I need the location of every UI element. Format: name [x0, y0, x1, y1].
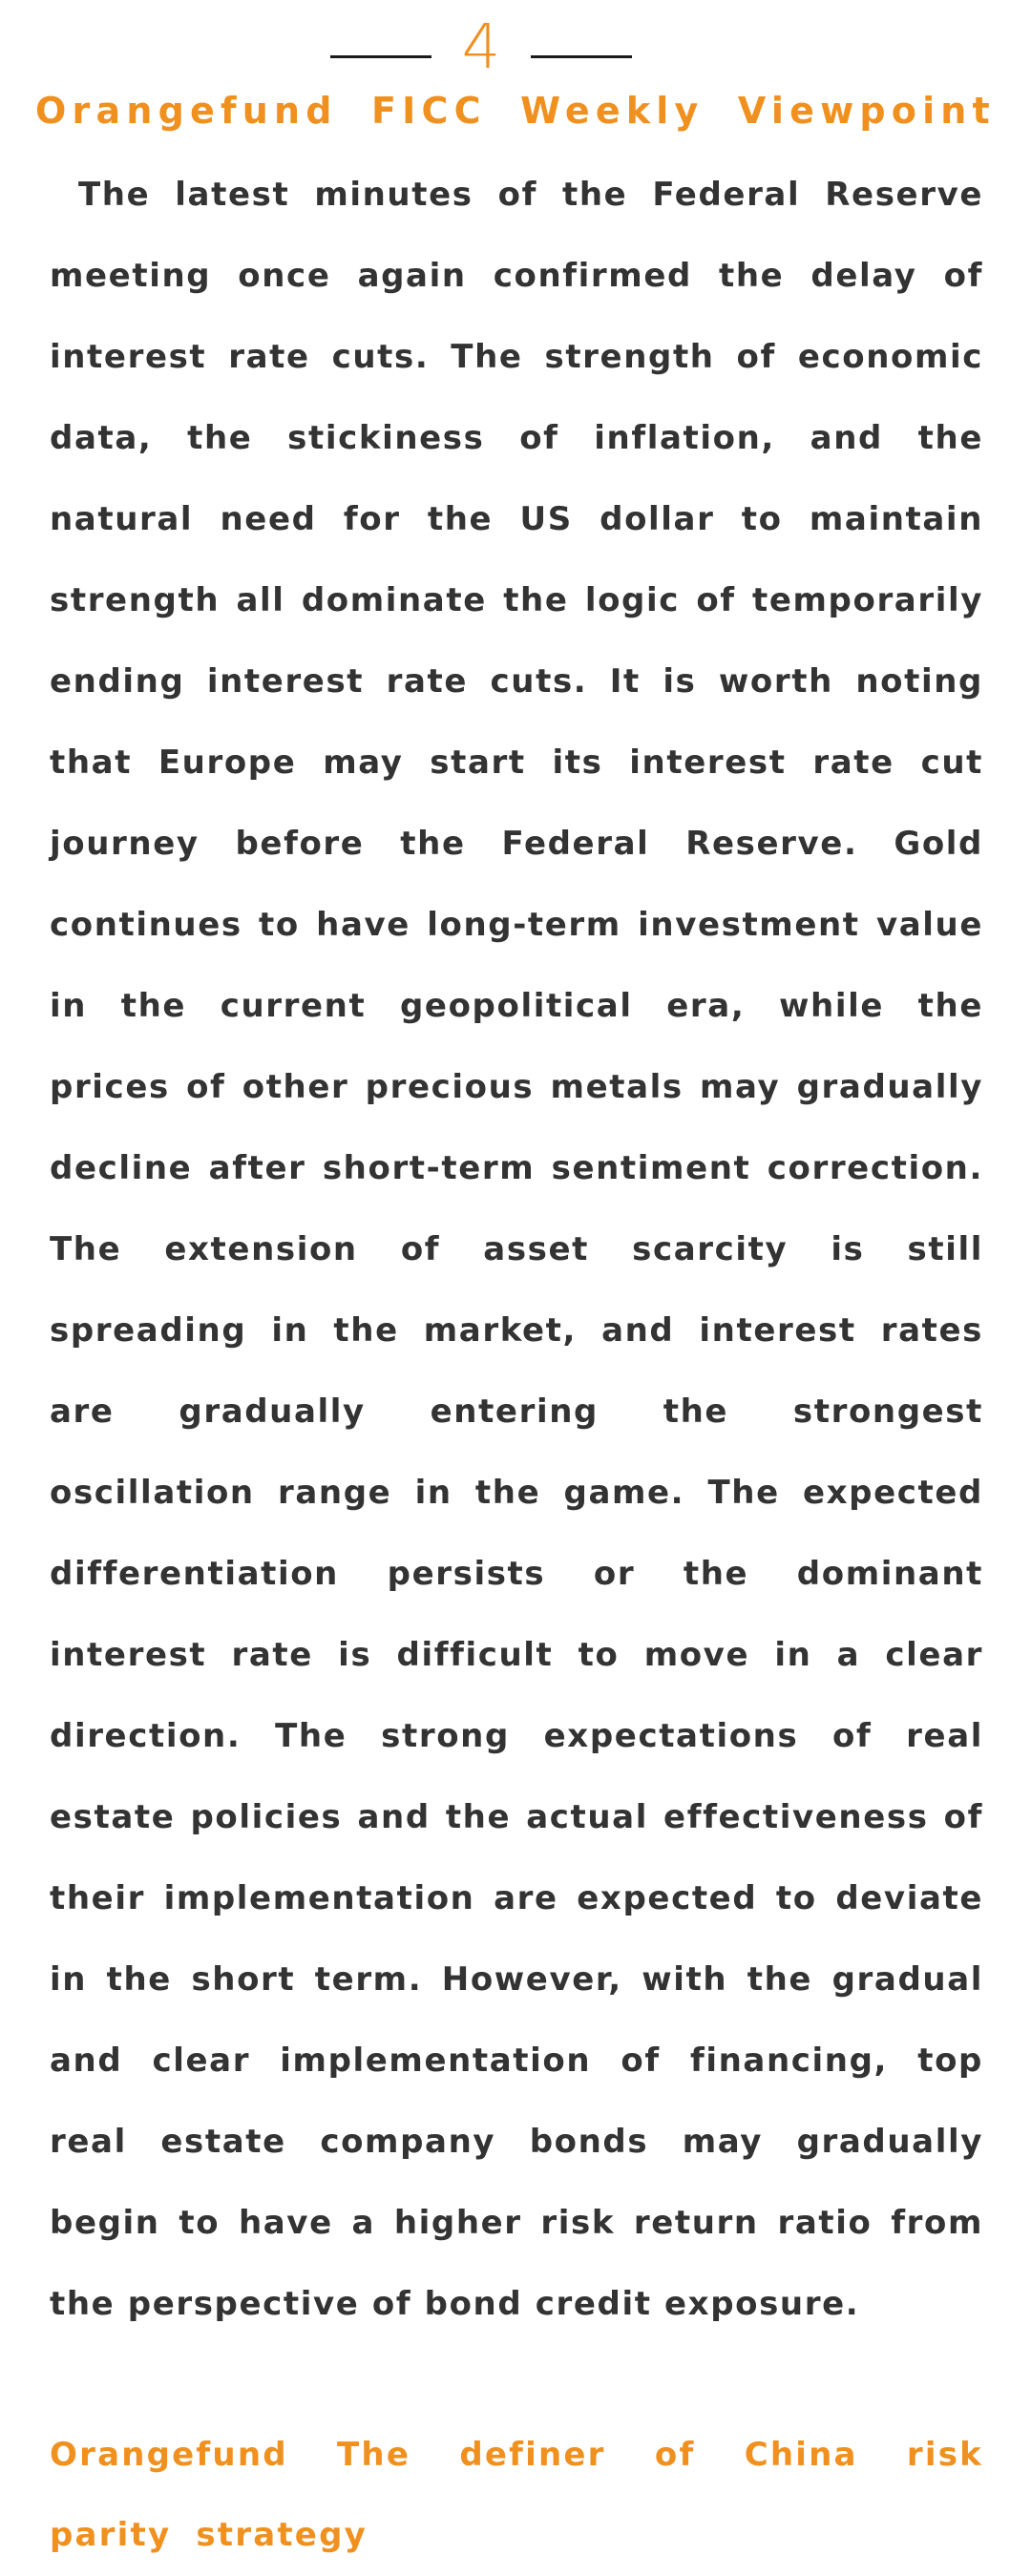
marker-right-rule: [531, 55, 632, 58]
marker-left-rule: [330, 55, 431, 58]
section-number: 4: [461, 12, 501, 83]
section-title: Orangefund FICC Weekly Viewpoint: [35, 90, 996, 132]
brand-tagline: Orangefund The definer of China risk parity strategy: [50, 2436, 983, 2554]
article-body: The latest minutes of the Federal Reserve meeting once again confirmed the delay of interest rate cuts. The strength of economic data, the stickiness of inflation, and the natural need for the US dollar to maintain strength all dominate the logic of temporarily ending interest rate cuts. It is worth noting that Europe may start its interest rate cut journey before the Federal Reserve. Gold continues to have long-term investment value in the current geopolitical era, while the prices of other precious metals may gradually decline after short-term sentiment correction. The extension of asset scarcity is still spreading in the market, and interest rates are gradually entering the strongest oscillation range in the game. The expected differentiation persists or the dominant interest rate is difficult to move in a clear direction. The strong expectations of real estate policies and the actual effectiveness of their implementation are expected to deviate in the short term. However, with the gradual and clear implementation of financing, top real estate company bonds may gradually begin to have a higher risk return ratio from the perspective of bond credit exposure.: [50, 176, 983, 2323]
section-marker: [0, 10, 1031, 86]
